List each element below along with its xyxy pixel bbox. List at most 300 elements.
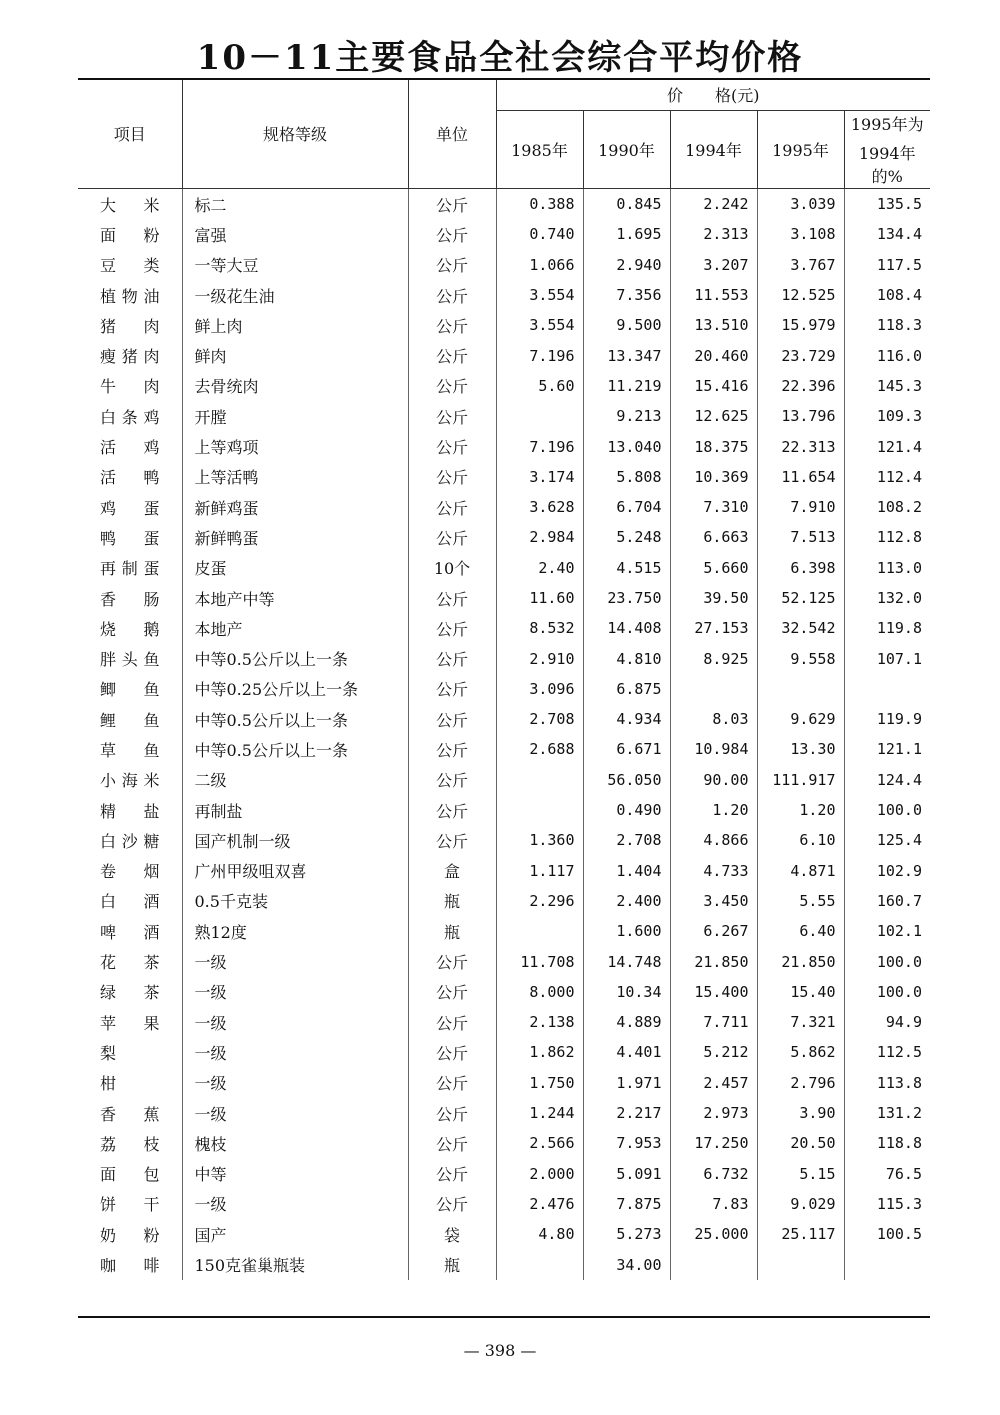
price-1985 [496,916,583,946]
header-price-group: 价 格(元) [496,78,930,111]
price-1985: 3.174 [496,462,583,492]
spec-grade: 槐枝 [182,1128,408,1158]
header-1995: 1995年 [757,111,844,189]
price-1994: 11.553 [670,280,757,310]
price-1990: 2.708 [583,825,670,855]
price-1995: 1.20 [757,795,844,825]
price-1994: 39.50 [670,583,757,613]
price-1994: 8.925 [670,643,757,673]
ratio-1995-vs-1994: 109.3 [876,407,922,426]
price-1995: 22.313 [757,431,844,461]
unit: 瓶 [408,916,496,946]
price-1994: 6.663 [670,522,757,552]
ratio-1995-vs-1994: 131.2 [876,1104,922,1123]
table-bottom-rule [78,1316,930,1318]
spec-grade: 标二 [182,189,408,220]
unit: 公斤 [408,1128,496,1158]
unit: 公斤 [408,1068,496,1098]
table-row [78,1128,930,1158]
item-name: 荔枝 [78,1128,182,1158]
price-1995: 25.117 [757,1219,844,1249]
price-1994: 7.711 [670,1007,757,1037]
table-row [78,886,930,916]
price-1985: 3.554 [496,310,583,340]
unit: 公斤 [408,734,496,764]
unit: 公斤 [408,765,496,795]
ratio-1995-vs-1994: 100.0 [876,801,922,820]
item-name: 鸭蛋 [78,522,182,552]
item-name: 咖啡 [78,1249,182,1279]
ratio-1995-vs-1994: 115.3 [876,1194,922,1213]
table-row [78,1219,930,1249]
table-row [78,219,930,249]
price-1990: 7.356 [583,280,670,310]
header-ratio-line1: 1995年为 [850,115,924,134]
unit: 公斤 [408,795,496,825]
price-1994: 3.207 [670,250,757,280]
ratio-1995-vs-1994: 108.4 [876,286,922,305]
price-1990: 5.808 [583,462,670,492]
table-row [78,795,930,825]
price-1985: 11.60 [496,583,583,613]
price-1995: 13.30 [757,734,844,764]
ratio-1995-vs-1994: 100.0 [876,952,922,971]
ratio-1995-vs-1994: 76.5 [885,1164,922,1183]
spec-grade: 中等0.5公斤以上一条 [182,704,408,734]
table-row [78,1098,930,1128]
unit: 公斤 [408,1098,496,1128]
ratio-1995-vs-1994: 119.8 [876,619,922,638]
spec-grade: 中等 [182,1159,408,1189]
item-name: 大米 [78,189,182,220]
price-1990: 14.408 [583,613,670,643]
price-1990: 6.875 [583,674,670,704]
ratio-1995-vs-1994: 108.2 [876,498,922,517]
price-1994: 2.457 [670,1068,757,1098]
price-1994: 7.83 [670,1189,757,1219]
price-1994: 15.416 [670,371,757,401]
price-1985: 1.360 [496,825,583,855]
spec-grade: 去骨统肉 [182,371,408,401]
price-1985 [496,401,583,431]
price-1994: 20.460 [670,340,757,370]
price-1985: 2.688 [496,734,583,764]
unit: 公斤 [408,1159,496,1189]
ratio-1995-vs-1994 [844,674,930,704]
price-1990: 13.347 [583,340,670,370]
ratio-1995-vs-1994: 100.0 [876,982,922,1001]
price-1990: 4.515 [583,553,670,583]
item-name: 香蕉 [78,1098,182,1128]
unit: 公斤 [408,946,496,976]
ratio-1995-vs-1994: 100.5 [876,1225,922,1244]
price-1994: 13.510 [670,310,757,340]
price-1995: 3.767 [757,250,844,280]
header-ratio [844,111,930,189]
spec-grade: 富强 [182,219,408,249]
price-1990: 2.400 [583,886,670,916]
ratio-1995-vs-1994: 119.9 [876,710,922,729]
ratio-1995-vs-1994: 145.3 [876,376,922,395]
table-row [78,734,930,764]
ratio-1995-vs-1994: 121.1 [876,740,922,759]
spec-grade: 开膛 [182,401,408,431]
spec-grade: 一等大豆 [182,250,408,280]
price-1990: 2.217 [583,1098,670,1128]
table-row [78,856,930,886]
item-name: 绿茶 [78,977,182,1007]
price-1995: 7.513 [757,522,844,552]
price-1985: 8.000 [496,977,583,1007]
price-1990: 7.875 [583,1189,670,1219]
price-1990: 1.600 [583,916,670,946]
spec-grade: 一级花生油 [182,280,408,310]
table-row [78,946,930,976]
ratio-1995-vs-1994: 112.5 [876,1043,922,1062]
price-1990: 4.934 [583,704,670,734]
item-name: 牛肉 [78,371,182,401]
unit: 公斤 [408,583,496,613]
item-name: 香肠 [78,583,182,613]
header-1994: 1994年 [670,111,757,189]
price-1994: 25.000 [670,1219,757,1249]
header-ratio-line2: 1994年的% [858,144,916,186]
price-1985: 1.862 [496,1037,583,1067]
price-1985: 2.708 [496,704,583,734]
item-name: 苹果 [78,1007,182,1037]
spec-grade: 一级 [182,1037,408,1067]
table-row [78,522,930,552]
table-row [78,674,930,704]
price-1990: 4.810 [583,643,670,673]
item-name: 面包 [78,1159,182,1189]
price-1995: 9.558 [757,643,844,673]
ratio-1995-vs-1994: 118.3 [876,316,922,335]
price-1985: 0.740 [496,219,583,249]
unit: 公斤 [408,431,496,461]
ratio-1995-vs-1994: 124.4 [876,770,922,789]
ratio-1995-vs-1994: 113.0 [876,558,922,577]
price-1994: 18.375 [670,431,757,461]
spec-grade: 中等0.25公斤以上一条 [182,674,408,704]
price-1995: 7.910 [757,492,844,522]
price-1990: 7.953 [583,1128,670,1158]
price-1985: 2.476 [496,1189,583,1219]
price-1985 [496,1249,583,1279]
table-top-rule [78,78,930,80]
item-name: 白沙糖 [78,825,182,855]
ratio-1995-vs-1994: 112.8 [876,528,922,547]
price-1995 [757,674,844,704]
price-1995: 22.396 [757,371,844,401]
price-1990: 4.401 [583,1037,670,1067]
unit: 公斤 [408,462,496,492]
price-1995: 20.50 [757,1128,844,1158]
unit: 公斤 [408,219,496,249]
price-1995: 12.525 [757,280,844,310]
spec-grade: 一级 [182,1098,408,1128]
table-row [78,462,930,492]
price-1990: 34.00 [583,1249,670,1279]
header-1985: 1985年 [496,111,583,189]
table-row [78,250,930,280]
spec-grade: 熟12度 [182,916,408,946]
spec-grade: 鲜上肉 [182,310,408,340]
price-1994: 90.00 [670,765,757,795]
spec-grade: 一级 [182,946,408,976]
price-1985: 1.117 [496,856,583,886]
table-row [78,189,930,220]
price-1994: 4.866 [670,825,757,855]
ratio-1995-vs-1994: 112.4 [876,467,922,486]
price-1995: 15.40 [757,977,844,1007]
table-row [78,371,930,401]
price-1994 [670,674,757,704]
table-row [78,765,930,795]
price-1994: 10.984 [670,734,757,764]
price-1994: 7.310 [670,492,757,522]
price-1985: 1.066 [496,250,583,280]
price-1990: 0.845 [583,189,670,220]
header-item: 项目 [78,78,182,189]
price-1990: 13.040 [583,431,670,461]
page-title: 10－11主要食品全社会综合平均价格 [196,38,804,78]
unit: 公斤 [408,1037,496,1067]
price-1990: 14.748 [583,946,670,976]
item-name: 柑 [78,1068,182,1098]
price-1985: 2.000 [496,1159,583,1189]
price-1995: 3.90 [757,1098,844,1128]
price-1990: 1.404 [583,856,670,886]
item-name: 鸡蛋 [78,492,182,522]
price-1995: 52.125 [757,583,844,613]
table-row [78,1159,930,1189]
price-1994: 4.733 [670,856,757,886]
price-1995: 11.654 [757,462,844,492]
price-1985: 7.196 [496,431,583,461]
price-1990: 1.971 [583,1068,670,1098]
price-1990: 23.750 [583,583,670,613]
price-1995: 6.40 [757,916,844,946]
item-name: 草鱼 [78,734,182,764]
unit: 公斤 [408,1007,496,1037]
price-1994 [670,1249,757,1279]
ratio-1995-vs-1994: 125.4 [876,831,922,850]
price-1990: 6.671 [583,734,670,764]
price-1985: 8.532 [496,613,583,643]
price-1990: 5.248 [583,522,670,552]
spec-grade: 新鲜鸭蛋 [182,522,408,552]
table-row [78,492,930,522]
price-1985: 1.244 [496,1098,583,1128]
price-1990: 6.704 [583,492,670,522]
item-name: 活鸭 [78,462,182,492]
price-1990: 56.050 [583,765,670,795]
price-1990: 2.940 [583,250,670,280]
price-1995: 4.871 [757,856,844,886]
unit: 公斤 [408,825,496,855]
unit: 公斤 [408,340,496,370]
item-name: 烧鹅 [78,613,182,643]
item-name: 活鸡 [78,431,182,461]
table-row [78,643,930,673]
spec-grade: 一级 [182,977,408,1007]
price-1994: 2.242 [670,189,757,220]
price-1985 [496,765,583,795]
item-name: 白条鸡 [78,401,182,431]
item-name: 精盐 [78,795,182,825]
spec-grade: 广州甲级咀双喜 [182,856,408,886]
price-1990: 0.490 [583,795,670,825]
ratio-1995-vs-1994: 134.4 [876,225,922,244]
unit: 公斤 [408,280,496,310]
table-row [78,1007,930,1037]
price-1990: 5.091 [583,1159,670,1189]
price-1985: 3.554 [496,280,583,310]
price-1994: 12.625 [670,401,757,431]
price-1985: 1.750 [496,1068,583,1098]
price-1985 [496,795,583,825]
table-row [78,613,930,643]
unit: 公斤 [408,371,496,401]
price-1994: 1.20 [670,795,757,825]
price-1985: 4.80 [496,1219,583,1249]
item-name: 胖头鱼 [78,643,182,673]
item-name: 猪肉 [78,310,182,340]
price-1995: 111.917 [757,765,844,795]
price-1985: 0.388 [496,189,583,220]
table-row [78,825,930,855]
ratio-1995-vs-1994: 116.0 [876,346,922,365]
table-row [78,977,930,1007]
spec-grade: 一级 [182,1068,408,1098]
unit: 袋 [408,1219,496,1249]
price-1985: 5.60 [496,371,583,401]
table-row [78,1249,930,1279]
spec-grade: 皮蛋 [182,553,408,583]
price-1995: 5.15 [757,1159,844,1189]
table-row [78,704,930,734]
table-row [78,310,930,340]
price-1995: 3.108 [757,219,844,249]
spec-grade: 上等活鸭 [182,462,408,492]
unit: 瓶 [408,886,496,916]
price-1985: 2.910 [496,643,583,673]
spec-grade: 新鲜鸡蛋 [182,492,408,522]
price-1985: 2.984 [496,522,583,552]
spec-grade: 中等0.5公斤以上一条 [182,734,408,764]
ratio-1995-vs-1994: 94.9 [885,1013,922,1032]
item-name: 奶粉 [78,1219,182,1249]
price-1990: 4.889 [583,1007,670,1037]
price-1995: 9.029 [757,1189,844,1219]
spec-grade: 鲜肉 [182,340,408,370]
price-1985: 2.566 [496,1128,583,1158]
price-1985: 2.40 [496,553,583,583]
item-name: 白酒 [78,886,182,916]
price-1994: 15.400 [670,977,757,1007]
ratio-1995-vs-1994: 135.5 [876,195,922,214]
header-spec: 规格等级 [182,78,408,189]
unit: 公斤 [408,1189,496,1219]
price-1994: 21.850 [670,946,757,976]
item-name: 啤酒 [78,916,182,946]
table-row [78,340,930,370]
price-1995: 23.729 [757,340,844,370]
table-row [78,280,930,310]
price-1995: 5.55 [757,886,844,916]
unit: 公斤 [408,704,496,734]
table-row [78,431,930,461]
unit: 公斤 [408,310,496,340]
item-name: 花茶 [78,946,182,976]
price-1995: 9.629 [757,704,844,734]
ratio-1995-vs-1994: 160.7 [876,891,922,910]
price-1995: 5.862 [757,1037,844,1067]
ratio-1995-vs-1994: 132.0 [876,589,922,607]
item-name: 小海米 [78,765,182,795]
ratio-1995-vs-1994 [844,1249,930,1279]
ratio-1995-vs-1994: 102.9 [876,861,922,880]
price-1995: 6.10 [757,825,844,855]
table-row [78,1189,930,1219]
price-1995: 21.850 [757,946,844,976]
spec-grade: 一级 [182,1189,408,1219]
unit: 公斤 [408,189,496,220]
item-name: 饼干 [78,1189,182,1219]
price-1994: 5.660 [670,553,757,583]
spec-grade: 0.5千克装 [182,886,408,916]
spec-grade: 二级 [182,765,408,795]
price-1990: 1.695 [583,219,670,249]
price-1994: 2.973 [670,1098,757,1128]
item-name: 瘦猪肉 [78,340,182,370]
spec-grade: 150克雀巢瓶装 [182,1249,408,1279]
price-1985: 3.096 [496,674,583,704]
price-1985: 3.628 [496,492,583,522]
unit: 瓶 [408,1249,496,1279]
price-1995: 2.796 [757,1068,844,1098]
unit: 公斤 [408,492,496,522]
item-name: 鲫鱼 [78,674,182,704]
page-number: — 398 — [463,1341,537,1360]
price-1995: 3.039 [757,189,844,220]
item-name: 鲤鱼 [78,704,182,734]
price-1994: 3.450 [670,886,757,916]
spec-grade: 上等鸡项 [182,431,408,461]
ratio-1995-vs-1994: 117.5 [876,255,922,274]
header-1990: 1990年 [583,111,670,189]
spec-grade: 本地产中等 [182,583,408,613]
item-name: 卷烟 [78,856,182,886]
table-row [78,553,930,583]
table-body [78,189,930,1280]
price-1994: 10.369 [670,462,757,492]
price-1995: 32.542 [757,613,844,643]
price-1994: 5.212 [670,1037,757,1067]
table-row [78,916,930,946]
price-1995: 6.398 [757,553,844,583]
spec-grade: 国产机制一级 [182,825,408,855]
price-1995 [757,1249,844,1279]
price-1990: 11.219 [583,371,670,401]
price-1994: 8.03 [670,704,757,734]
item-name: 植物油 [78,280,182,310]
unit: 公斤 [408,613,496,643]
unit: 公斤 [408,522,496,552]
unit: 盒 [408,856,496,886]
price-1990: 9.213 [583,401,670,431]
